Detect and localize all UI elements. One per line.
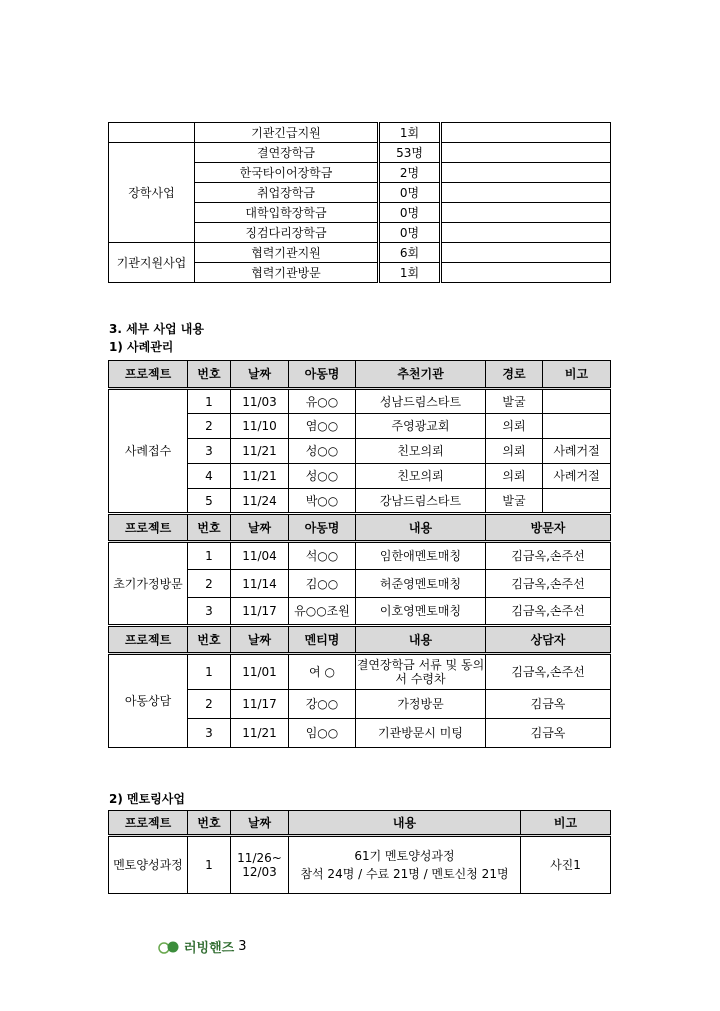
no-cell: 1 <box>188 542 231 570</box>
section-title: 3. 세부 사업 내용 <box>109 322 204 336</box>
category-cell: 기관지원사업 <box>109 243 195 283</box>
table-header-row <box>109 361 611 389</box>
note-cell <box>543 414 611 439</box>
visitor-cell: 김금옥,손주선 <box>486 598 611 626</box>
route-cell: 의뢰 <box>486 439 543 464</box>
no-cell: 3 <box>188 439 231 464</box>
no-cell: 1 <box>188 836 231 894</box>
project-cell: 사례접수 <box>109 389 188 514</box>
agency-cell: 강남드림스타트 <box>356 489 486 514</box>
column-header: 날짜 <box>231 811 289 836</box>
no-cell: 3 <box>188 719 231 748</box>
mentee-name-cell: 강○○ <box>289 690 356 719</box>
note-cell <box>441 163 611 183</box>
content-cell: 가정방문 <box>356 690 486 719</box>
column-header: 번호 <box>188 626 231 654</box>
loving-hands-logo-icon <box>158 939 180 955</box>
table-row <box>109 243 611 263</box>
item-cell: 한국타이어장학금 <box>195 163 379 183</box>
route-cell: 발굴 <box>486 489 543 514</box>
column-header: 아동명 <box>289 361 356 389</box>
content-line: 61기 멘토양성과정 <box>354 849 455 863</box>
column-header: 날짜 <box>231 626 289 654</box>
column-header: 추천기관 <box>356 361 486 389</box>
content-cell <box>289 836 521 894</box>
route-cell: 의뢰 <box>486 464 543 489</box>
item-cell: 협력기관방문 <box>195 263 379 283</box>
date-cell: 11/21 <box>231 439 289 464</box>
value-cell: 6회 <box>379 243 441 263</box>
value-cell: 1회 <box>379 263 441 283</box>
content-cell: 허준영멘토매칭 <box>356 570 486 598</box>
mentee-name-cell: 여 ○ <box>289 654 356 690</box>
value-cell: 1회 <box>379 123 441 143</box>
no-cell: 5 <box>188 489 231 514</box>
project-cell: 멘토양성과정 <box>109 836 188 894</box>
table-header-row <box>109 811 611 836</box>
no-cell: 1 <box>188 389 231 414</box>
column-header: 번호 <box>188 811 231 836</box>
counselor-cell: 김금옥,손주선 <box>486 654 611 690</box>
column-header: 비고 <box>521 811 611 836</box>
item-cell: 협력기관지원 <box>195 243 379 263</box>
route-cell: 발굴 <box>486 389 543 414</box>
category-cell <box>109 123 195 143</box>
value-cell: 53명 <box>379 143 441 163</box>
child-name-cell: 성○○ <box>289 439 356 464</box>
table-header-row <box>109 626 611 654</box>
date-cell: 11/14 <box>231 570 289 598</box>
agency-cell: 친모의뢰 <box>356 464 486 489</box>
child-name-cell: 석○○ <box>289 542 356 570</box>
column-header: 내용 <box>356 626 486 654</box>
note-cell: 사례거절 <box>543 464 611 489</box>
case-management-table <box>108 360 611 748</box>
value-cell: 2명 <box>379 163 441 183</box>
content-cell: 기관방문시 미팅 <box>356 719 486 748</box>
table-row <box>109 836 611 894</box>
note-cell <box>441 203 611 223</box>
page-number: 3 <box>238 939 247 954</box>
no-cell: 1 <box>188 654 231 690</box>
date-cell: 11/17 <box>231 598 289 626</box>
date-cell: 11/04 <box>231 542 289 570</box>
column-header: 비고 <box>543 361 611 389</box>
note-cell <box>441 123 611 143</box>
column-header: 프로젝트 <box>109 361 188 389</box>
date-cell: 11/03 <box>231 389 289 414</box>
project-cell: 아동상담 <box>109 654 188 748</box>
note-cell <box>441 143 611 163</box>
agency-cell: 주영광교회 <box>356 414 486 439</box>
child-name-cell: 성○○ <box>289 464 356 489</box>
route-cell: 의뢰 <box>486 414 543 439</box>
content-cell: 이호영멘토매칭 <box>356 598 486 626</box>
visitor-cell: 김금옥,손주선 <box>486 542 611 570</box>
counselor-cell: 김금옥 <box>486 719 611 748</box>
column-header: 경로 <box>486 361 543 389</box>
note-cell: 사진1 <box>521 836 611 894</box>
child-name-cell: 김○○ <box>289 570 356 598</box>
no-cell: 2 <box>188 414 231 439</box>
no-cell: 2 <box>188 690 231 719</box>
column-header: 멘티명 <box>289 626 356 654</box>
scholarship-summary-table <box>108 122 611 283</box>
child-name-cell: 박○○ <box>289 489 356 514</box>
value-cell: 0명 <box>379 183 441 203</box>
no-cell: 2 <box>188 570 231 598</box>
column-header: 내용 <box>356 514 486 542</box>
table-row <box>109 123 611 143</box>
note-cell <box>441 263 611 283</box>
note-cell: 사례거절 <box>543 439 611 464</box>
counselor-cell: 김금옥 <box>486 690 611 719</box>
note-cell <box>543 389 611 414</box>
column-header: 상담자 <box>486 626 611 654</box>
column-header: 아동명 <box>289 514 356 542</box>
content-line: 참석 24명 / 수료 21명 / 멘토신청 21명 <box>300 867 509 881</box>
column-header: 프로젝트 <box>109 811 188 836</box>
child-name-cell: 유○○조원 <box>289 598 356 626</box>
note-cell <box>441 183 611 203</box>
no-cell: 3 <box>188 598 231 626</box>
column-header: 날짜 <box>231 361 289 389</box>
mentoring-table <box>108 810 611 894</box>
agency-cell: 성남드림스타트 <box>356 389 486 414</box>
child-name-cell: 유○○ <box>289 389 356 414</box>
category-cell: 장학사업 <box>109 143 195 243</box>
column-header: 번호 <box>188 514 231 542</box>
date-cell: 11/17 <box>231 690 289 719</box>
agency-cell: 친모의뢰 <box>356 439 486 464</box>
item-cell: 취업장학금 <box>195 183 379 203</box>
note-cell <box>441 243 611 263</box>
mentee-name-cell: 임○○ <box>289 719 356 748</box>
note-cell <box>441 223 611 243</box>
project-cell: 초기가정방문 <box>109 542 188 626</box>
date-cell: 11/24 <box>231 489 289 514</box>
page-footer <box>158 937 247 956</box>
column-header: 내용 <box>289 811 521 836</box>
item-cell: 대학입학장학금 <box>195 203 379 223</box>
column-header: 날짜 <box>231 514 289 542</box>
column-header: 프로젝트 <box>109 626 188 654</box>
table-row <box>109 654 611 690</box>
subsection-mentoring: 2) 멘토링사업 <box>109 792 185 806</box>
content-cell: 결연장학금 서류 및 동의서 수령차 <box>356 654 486 690</box>
table-row <box>109 542 611 570</box>
child-name-cell: 염○○ <box>289 414 356 439</box>
item-cell: 기관긴급지원 <box>195 123 379 143</box>
column-header: 방문자 <box>486 514 611 542</box>
date-cell: 11/21 <box>231 464 289 489</box>
no-cell: 4 <box>188 464 231 489</box>
value-cell: 0명 <box>379 223 441 243</box>
item-cell: 징검다리장학금 <box>195 223 379 243</box>
value-cell: 0명 <box>379 203 441 223</box>
date-cell: 11/01 <box>231 654 289 690</box>
table-header-row <box>109 514 611 542</box>
table-row <box>109 389 611 414</box>
date-cell: 11/21 <box>231 719 289 748</box>
date-cell: 11/26~ 12/03 <box>231 836 289 894</box>
date-cell: 11/10 <box>231 414 289 439</box>
subsection-case-management: 1) 사례관리 <box>109 340 174 354</box>
column-header: 프로젝트 <box>109 514 188 542</box>
item-cell: 결연장학금 <box>195 143 379 163</box>
note-cell <box>543 489 611 514</box>
content-cell: 임한애멘토매칭 <box>356 542 486 570</box>
visitor-cell: 김금옥,손주선 <box>486 570 611 598</box>
table-row <box>109 143 611 163</box>
column-header: 번호 <box>188 361 231 389</box>
footer-brand: 러빙핸즈 <box>184 941 235 956</box>
